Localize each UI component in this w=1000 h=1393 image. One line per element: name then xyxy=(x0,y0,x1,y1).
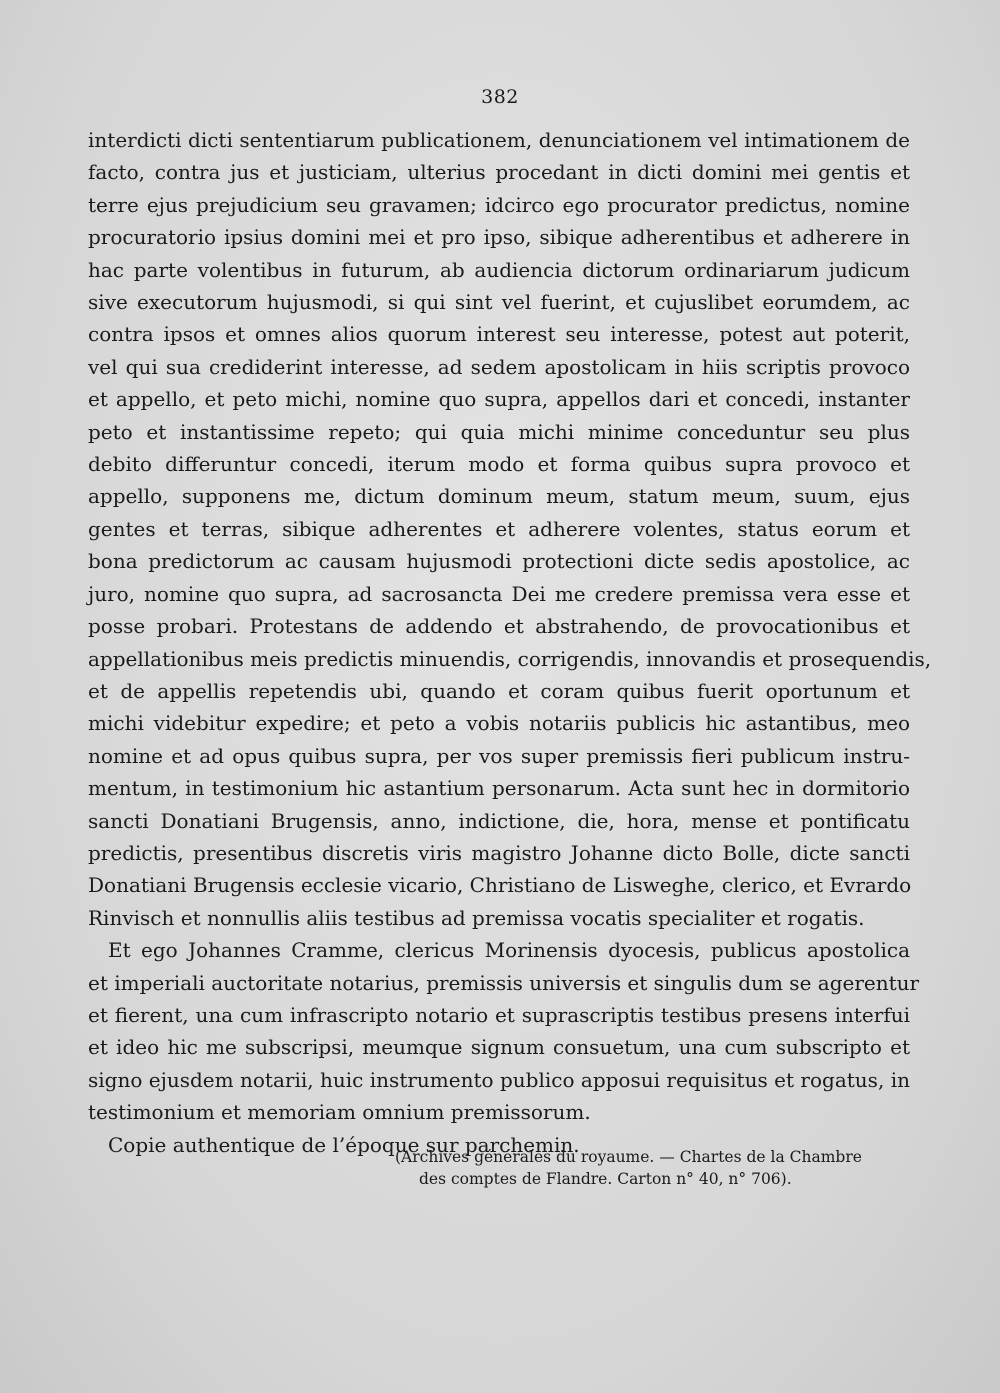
text-line: hac parte volentibus in futurum, ab audiencia dictorum ordinariarum judicum xyxy=(88,257,910,282)
text-line: appellationibus meis predictis minuendis, corrigendis, innovandis et prosequendis, xyxy=(88,646,932,671)
document-body xyxy=(88,124,932,1161)
text-line: testimonium et memoriam omnium premissorum. xyxy=(88,1100,591,1125)
text-line: terre ejus prejudicium seu gravamen; idcirco ego procurator predictus, nomine xyxy=(88,192,910,217)
text-line: et fierent, una cum infrascripto notario et suprascriptis testibus presens interfui xyxy=(88,1002,910,1027)
text-line: peto et instantissime repeto; qui quia michi minime conceduntur seu plus xyxy=(88,419,910,444)
source-citation xyxy=(395,1146,895,1190)
text-line: posse probari. Protestans de addendo et abstrahendo, de provocationibus et xyxy=(88,614,910,639)
text-line: et ideo hic me subscripsi, meumque signum consuetum, una cum subscripto et xyxy=(88,1035,910,1060)
text-line: vel qui sua crediderint interesse, ad sedem apostolicam in hiis scriptis provoco xyxy=(88,354,910,379)
text-line: contra ipsos et omnes alios quorum interest seu interesse, potest aut poterit, xyxy=(88,322,910,347)
source-citation-line: des comptes de Flandre. Carton n° 40, n° 706). xyxy=(419,1170,792,1188)
paragraph-notary-attestation xyxy=(88,934,920,1128)
page-number: 382 xyxy=(481,86,519,108)
paragraph-charter-text xyxy=(88,124,932,934)
text-line: sive executorum hujusmodi, si qui sint vel fuerint, et cujuslibet eorumdem, ac xyxy=(88,290,910,315)
text-line: procuratorio ipsius domini mei et pro ipso, sibique adherentibus et adherere in xyxy=(88,225,910,250)
text-line: Et ego Johannes Cramme, clericus Morinensis dyocesis, publicus apostolica xyxy=(108,938,910,963)
text-line: appello, supponens me, dictum dominum meum, statum meum, suum, ejus xyxy=(88,484,910,509)
text-line: signo ejusdem notarii, huic instrumento publico apposui requisitus et rogatus, in xyxy=(88,1067,910,1092)
text-line: Copie authentique de l’époque sur parchemin. xyxy=(108,1132,580,1157)
text-line: predictis, presentibus discretis viris magistro Johanne dicto Bolle, dicte sancti xyxy=(88,840,910,865)
text-line: mentum, in testimonium hic astantium personarum. Acta sunt hec in dormitorio xyxy=(88,776,910,801)
text-line: juro, nomine quo supra, ad sacrosancta Dei me credere premissa vera esse et xyxy=(88,581,910,606)
text-line: et de appellis repetendis ubi, quando et coram quibus fuerit oportunum et xyxy=(88,678,910,703)
text-line: interdicti dicti sententiarum publicationem, denunciationem vel intimationem de xyxy=(88,128,910,152)
text-line: michi videbitur expedire; et peto a vobis notariis publicis hic astantibus, meo xyxy=(88,711,910,736)
text-line: et imperiali auctoritate notarius, premissis universis et singulis dum se agerentur xyxy=(88,970,920,995)
text-line: gentes et terras, sibique adherentes et adherere volentes, status eorum et xyxy=(88,516,910,541)
text-line: nomine et ad opus quibus supra, per vos super premissis fieri publicum instru- xyxy=(88,743,910,768)
text-line: bona predictorum ac causam hujusmodi protectioni dicte sedis apostolice, ac xyxy=(88,549,910,574)
text-line: Rinvisch et nonnullis aliis testibus ad premissa vocatis specialiter et rogatis. xyxy=(88,905,865,930)
text-line: Donatiani Brugensis ecclesie vicario, Christiano de Lisweghe, clerico, et Evrardo xyxy=(88,873,912,898)
text-line: et appello, et peto michi, nomine quo supra, appellos dari et concedi, instanter xyxy=(88,387,910,412)
text-line: sancti Donatiani Brugensis, anno, indictione, die, hora, mense et pontificatu xyxy=(88,808,910,833)
text-line: facto, contra jus et justiciam, ulterius procedant in dicti domini mei gentis et xyxy=(88,160,910,185)
text-line: debito differuntur concedi, iterum modo et forma quibus supra provoco et xyxy=(88,452,910,477)
source-citation-line: (Archives générales du royaume. — Chartes de la Chambre xyxy=(395,1148,862,1166)
